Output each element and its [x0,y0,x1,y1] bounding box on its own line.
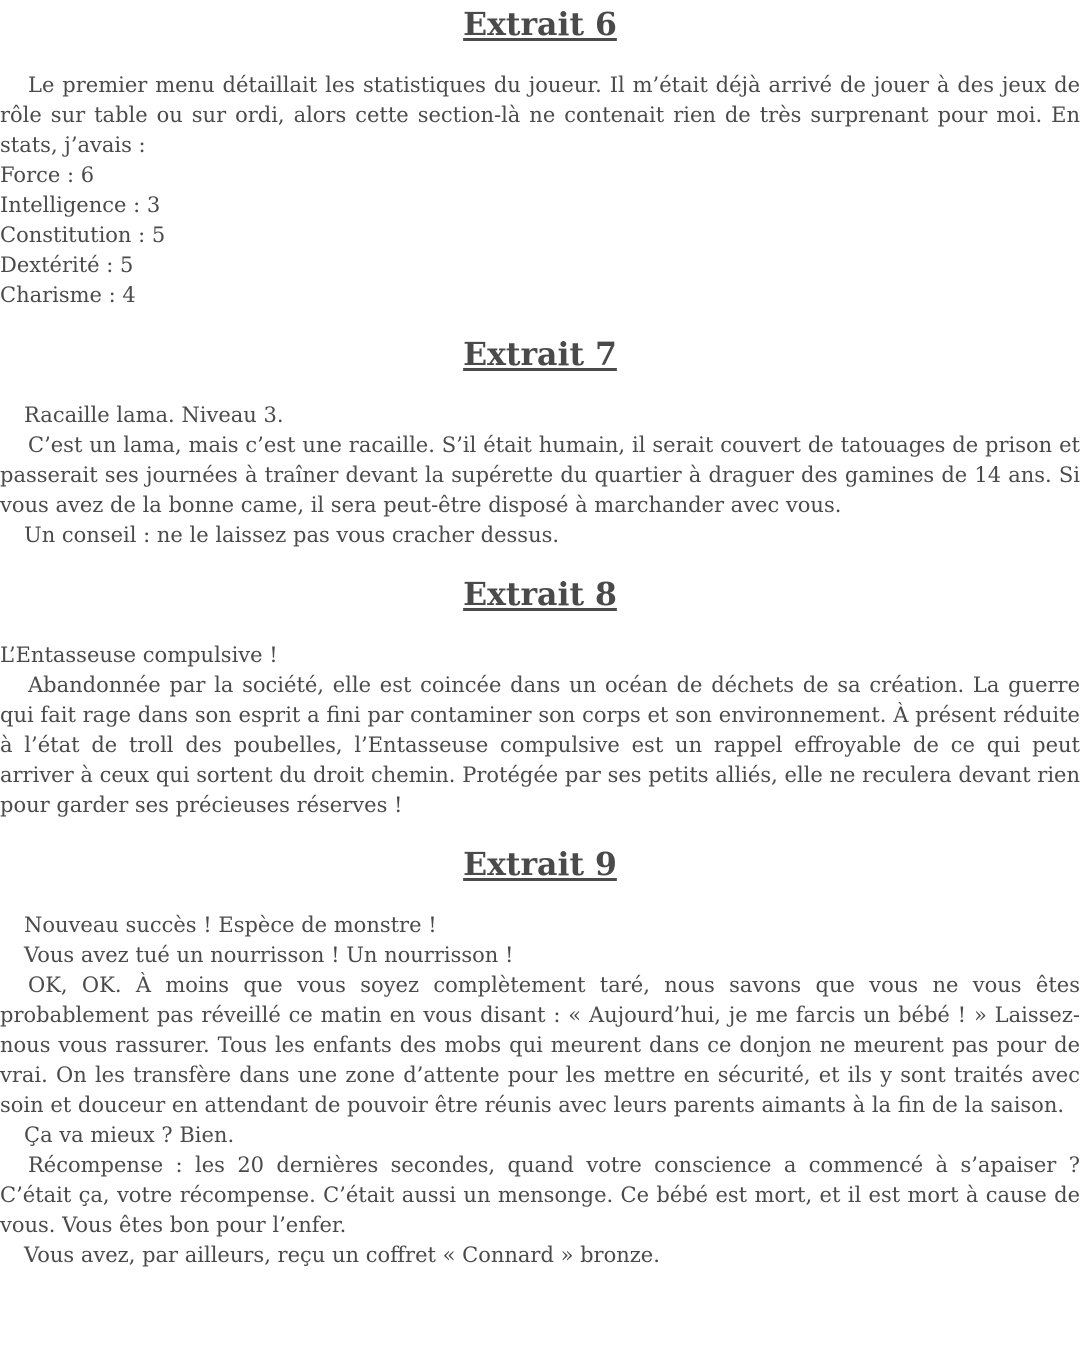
extract-6 [0,6,1080,310]
extract-paragraph: Vous avez, par ailleurs, reçu un coffret « Connard » bronze. [24,1243,660,1267]
extract-title: Extrait 6 [463,6,617,43]
extract-title: Extrait 9 [463,846,617,883]
stat-constitution: Constitution : 5 [0,223,166,247]
extract-paragraph: Un conseil : ne le laissez pas vous cracher dessus. [24,523,560,547]
extract-paragraph: OK, OK. À moins que vous soyez complètement taré, nous savons que vous ne vous êtes probablement pas réveillé ce matin en vous disant : « Aujourd’hui, je me farcis un bébé ! » Laissez-nous vous rassurer. Tous les enfants des mobs qui meurent dans ce donjon ne meurent pas pour de vrai. On les transfère dans une zone d’attente pour les mettre en sécurité, et ils y sont traités avec soin et douceur en attendant de pouvoir être réunis avec leurs parents aimants à la fin de la saison. [0,973,1080,1117]
extract-title: Extrait 8 [463,576,617,613]
stat-charisme: Charisme : 4 [0,283,136,307]
extract-paragraph: Ça va mieux ? Bien. [24,1123,235,1147]
extract-7 [0,336,1080,550]
stat-force: Force : 6 [0,163,95,187]
extract-paragraph: Racaille lama. Niveau 3. [24,403,284,427]
extract-paragraph: L’Entasseuse compulsive ! [0,643,278,667]
extract-9 [0,846,1080,1270]
stat-dexterite: Dextérité : 5 [0,253,134,277]
extract-paragraph: Abandonnée par la société, elle est coincée dans un océan de déchets de sa création. La guerre qui fait rage dans son esprit a fini par contaminer son corps et son environnement. À présent réduite à l’état de troll des poubelles, l’Entasseuse compulsive est un rappel effroyable de ce qui peut arriver à ceux qui sortent du droit chemin. Protégée par ses petits alliés, elle ne reculera devant rien pour garder ses précieuses réserves ! [0,673,1080,817]
stat-intelligence: Intelligence : 3 [0,193,161,217]
extract-paragraph: Récompense : les 20 dernières secondes, quand votre conscience a commencé à s’apaiser ? C’était ça, votre récompense. C’était aussi un mensonge. Ce bébé est mort, et il est mort à cause de vous. Vous êtes bon pour l’enfer. [0,1153,1080,1237]
extract-title: Extrait 7 [463,336,617,373]
extract-paragraph: Nouveau succès ! Espèce de monstre ! [24,913,437,937]
extract-paragraph: Le premier menu détaillait les statistiques du joueur. Il m’était déjà arrivé de jouer à des jeux de rôle sur table ou sur ordi, alors cette section-là ne contenait rien de très surprenant pour moi. En stats, j’avais : [0,73,1080,157]
extract-paragraph: Vous avez tué un nourrisson ! Un nourrisson ! [24,943,514,967]
extract-8 [0,576,1080,820]
extract-paragraph: C’est un lama, mais c’est une racaille. S’il était humain, il serait couvert de tatouages de prison et passerait ses journées à traîner devant la supérette du quartier à draguer des gamines de 14 ans. Si vous avez de la bonne came, il sera peut-être disposé à marchander avec vous. [0,433,1080,517]
